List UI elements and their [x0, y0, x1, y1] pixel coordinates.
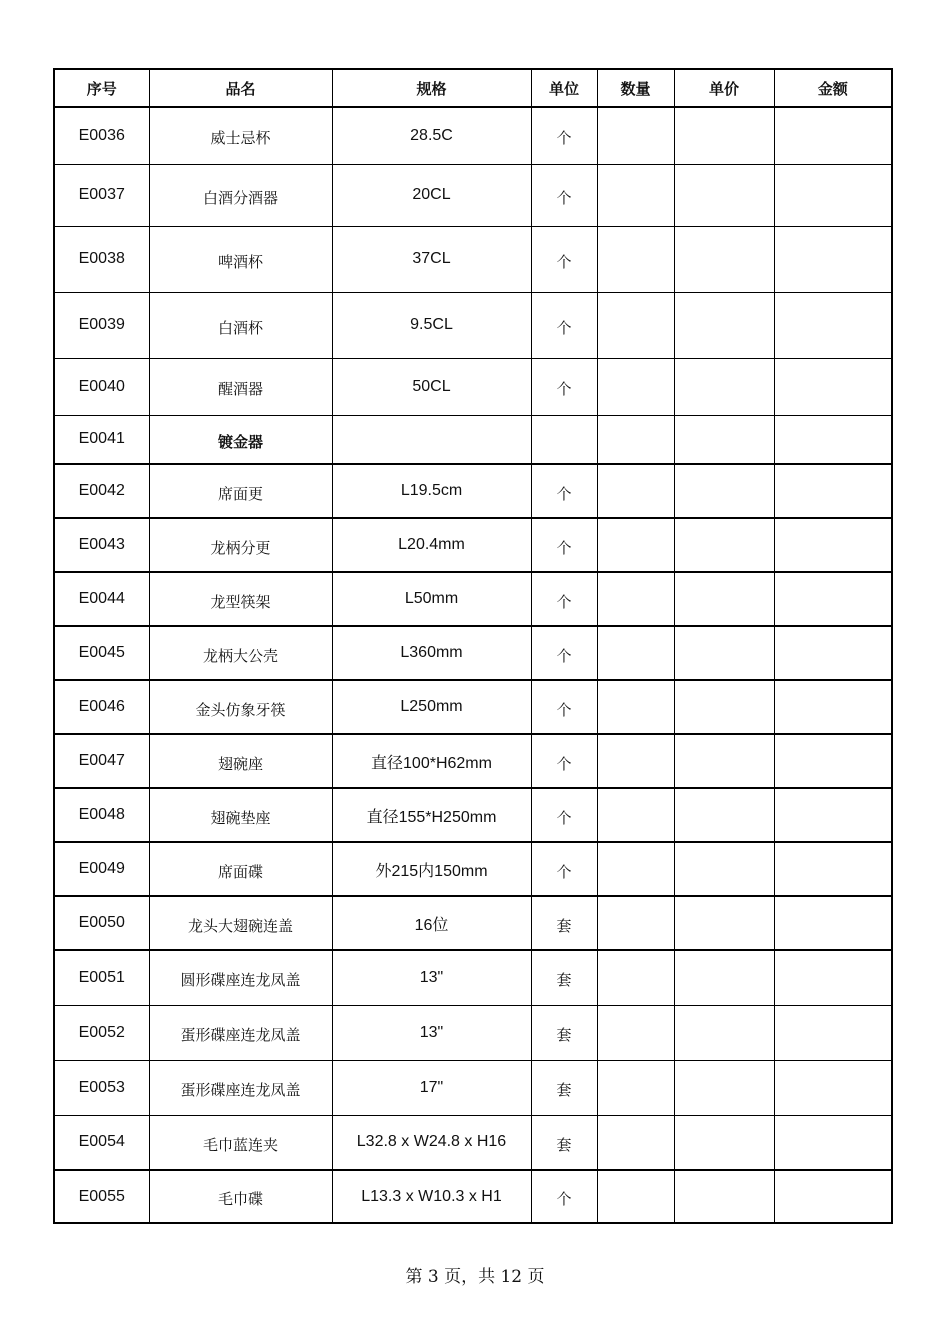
cell-quantity: [597, 788, 674, 842]
cell-unit: 套: [531, 950, 597, 1005]
cell-code: E0050: [54, 896, 149, 950]
cell-spec: 直径155*H250mm: [332, 788, 531, 842]
cell-spec: [332, 415, 531, 464]
cell-unit-price: [674, 680, 774, 734]
cell-quantity: [597, 464, 674, 518]
cell-quantity: [597, 292, 674, 358]
cell-code: E0039: [54, 292, 149, 358]
cell-amount: [774, 1060, 892, 1115]
table-row: [54, 292, 892, 358]
cell-name: 翅碗垫座: [149, 788, 332, 842]
cell-quantity: [597, 358, 674, 415]
cell-spec: 直径100*H62mm: [332, 734, 531, 788]
cell-name: 醒酒器: [149, 358, 332, 415]
cell-unit-price: [674, 164, 774, 226]
cell-name: 圆形碟座连龙凤盖: [149, 950, 332, 1005]
col-header-quantity: 数量: [597, 69, 674, 107]
cell-code: E0049: [54, 842, 149, 896]
cell-quantity: [597, 1170, 674, 1223]
cell-quantity: [597, 896, 674, 950]
page-footer: 第 3 页，共 12 页: [405, 1267, 545, 1287]
table-row: [54, 1060, 892, 1115]
cell-quantity: [597, 107, 674, 164]
cell-amount: [774, 626, 892, 680]
cell-unit: 个: [531, 788, 597, 842]
cell-spec: 50CL: [332, 358, 531, 415]
cell-code: E0042: [54, 464, 149, 518]
cell-unit-price: [674, 518, 774, 572]
cell-spec: 13": [332, 1005, 531, 1060]
cell-unit-price: [674, 292, 774, 358]
cell-unit: 个: [531, 842, 597, 896]
cell-amount: [774, 788, 892, 842]
cell-unit: 个: [531, 680, 597, 734]
cell-spec: 17": [332, 1060, 531, 1115]
cell-unit: 套: [531, 1060, 597, 1115]
cell-unit-price: [674, 788, 774, 842]
cell-code: E0047: [54, 734, 149, 788]
cell-amount: [774, 1170, 892, 1223]
cell-unit: 个: [531, 107, 597, 164]
cell-unit-price: [674, 107, 774, 164]
cell-unit: 套: [531, 1005, 597, 1060]
cell-amount: [774, 358, 892, 415]
cell-unit: 个: [531, 164, 597, 226]
cell-code: E0055: [54, 1170, 149, 1223]
cell-name: 蛋形碟座连龙凤盖: [149, 1005, 332, 1060]
cell-unit: 套: [531, 896, 597, 950]
cell-amount: [774, 734, 892, 788]
cell-name: 白酒分酒器: [149, 164, 332, 226]
price-list-table: [53, 68, 893, 1224]
cell-amount: [774, 226, 892, 292]
cell-name: 镀金器: [149, 415, 332, 464]
cell-code: E0046: [54, 680, 149, 734]
cell-name: 蛋形碟座连龙凤盖: [149, 1060, 332, 1115]
cell-unit-price: [674, 626, 774, 680]
table-row: [54, 415, 892, 464]
cell-code: E0038: [54, 226, 149, 292]
cell-unit: 个: [531, 734, 597, 788]
cell-quantity: [597, 626, 674, 680]
col-header-name: 品名: [149, 69, 332, 107]
cell-spec: L360mm: [332, 626, 531, 680]
cell-name: 龙柄大公壳: [149, 626, 332, 680]
cell-spec: L20.4mm: [332, 518, 531, 572]
cell-unit-price: [674, 464, 774, 518]
cell-name: 毛巾碟: [149, 1170, 332, 1223]
cell-amount: [774, 572, 892, 626]
cell-unit-price: [674, 950, 774, 1005]
cell-spec: 9.5CL: [332, 292, 531, 358]
cell-quantity: [597, 1060, 674, 1115]
cell-unit: 个: [531, 226, 597, 292]
cell-unit-price: [674, 1115, 774, 1170]
cell-spec: 37CL: [332, 226, 531, 292]
cell-spec: L50mm: [332, 572, 531, 626]
header-row: [54, 69, 892, 107]
cell-unit: 个: [531, 358, 597, 415]
cell-code: E0043: [54, 518, 149, 572]
col-header-amount: 金额: [774, 69, 892, 107]
cell-quantity: [597, 950, 674, 1005]
cell-amount: [774, 164, 892, 226]
cell-code: E0053: [54, 1060, 149, 1115]
cell-code: E0052: [54, 1005, 149, 1060]
table-row: [54, 1005, 892, 1060]
cell-quantity: [597, 1115, 674, 1170]
cell-amount: [774, 415, 892, 464]
cell-unit: 个: [531, 626, 597, 680]
cell-unit-price: [674, 572, 774, 626]
col-header-index: 序号: [54, 69, 149, 107]
cell-name: 威士忌杯: [149, 107, 332, 164]
cell-code: E0036: [54, 107, 149, 164]
cell-code: E0044: [54, 572, 149, 626]
cell-name: 席面碟: [149, 842, 332, 896]
cell-spec: 28.5C: [332, 107, 531, 164]
cell-amount: [774, 1115, 892, 1170]
cell-unit-price: [674, 1170, 774, 1223]
cell-unit: 个: [531, 464, 597, 518]
cell-code: E0054: [54, 1115, 149, 1170]
cell-code: E0040: [54, 358, 149, 415]
cell-unit: 个: [531, 1170, 597, 1223]
cell-spec: L250mm: [332, 680, 531, 734]
cell-amount: [774, 896, 892, 950]
cell-name: 白酒杯: [149, 292, 332, 358]
table-row: [54, 107, 892, 164]
cell-amount: [774, 518, 892, 572]
cell-spec: 外215内150mm: [332, 842, 531, 896]
cell-unit-price: [674, 842, 774, 896]
cell-unit: 个: [531, 572, 597, 626]
cell-spec: L13.3 x W10.3 x H1: [332, 1170, 531, 1223]
table-row: [54, 950, 892, 1005]
table-row: [54, 518, 892, 572]
table-row: [54, 734, 892, 788]
table-row: [54, 1115, 892, 1170]
cell-amount: [774, 464, 892, 518]
cell-name: 毛巾蓝连夹: [149, 1115, 332, 1170]
cell-quantity: [597, 680, 674, 734]
cell-unit-price: [674, 226, 774, 292]
cell-amount: [774, 680, 892, 734]
cell-name: 翅碗座: [149, 734, 332, 788]
cell-quantity: [597, 734, 674, 788]
col-header-unit-price: 单价: [674, 69, 774, 107]
cell-unit-price: [674, 415, 774, 464]
cell-code: E0045: [54, 626, 149, 680]
cell-quantity: [597, 518, 674, 572]
cell-name: 啤酒杯: [149, 226, 332, 292]
cell-unit: 个: [531, 518, 597, 572]
cell-quantity: [597, 415, 674, 464]
table-row: [54, 358, 892, 415]
cell-quantity: [597, 226, 674, 292]
cell-unit: 套: [531, 1115, 597, 1170]
cell-amount: [774, 1005, 892, 1060]
cell-spec: 20CL: [332, 164, 531, 226]
cell-amount: [774, 292, 892, 358]
cell-name: 龙型筷架: [149, 572, 332, 626]
cell-spec: 16位: [332, 896, 531, 950]
cell-unit-price: [674, 896, 774, 950]
cell-code: E0037: [54, 164, 149, 226]
cell-unit-price: [674, 1060, 774, 1115]
table-row: [54, 680, 892, 734]
table-row: [54, 572, 892, 626]
cell-quantity: [597, 164, 674, 226]
table-row: [54, 842, 892, 896]
cell-amount: [774, 950, 892, 1005]
table-row: [54, 1170, 892, 1223]
cell-quantity: [597, 842, 674, 896]
cell-name: 龙柄分更: [149, 518, 332, 572]
table-row: [54, 226, 892, 292]
table-row: [54, 896, 892, 950]
table-row: [54, 464, 892, 518]
cell-unit: 个: [531, 292, 597, 358]
table-row: [54, 626, 892, 680]
cell-name: 龙头大翅碗连盖: [149, 896, 332, 950]
cell-code: E0051: [54, 950, 149, 1005]
cell-code: E0041: [54, 415, 149, 464]
cell-unit: [531, 415, 597, 464]
cell-code: E0048: [54, 788, 149, 842]
cell-spec: 13": [332, 950, 531, 1005]
cell-amount: [774, 107, 892, 164]
cell-unit-price: [674, 1005, 774, 1060]
col-header-spec: 规格: [332, 69, 531, 107]
col-header-unit: 单位: [531, 69, 597, 107]
table-row: [54, 788, 892, 842]
cell-name: 金头仿象牙筷: [149, 680, 332, 734]
cell-quantity: [597, 572, 674, 626]
cell-unit-price: [674, 734, 774, 788]
cell-quantity: [597, 1005, 674, 1060]
cell-amount: [774, 842, 892, 896]
cell-unit-price: [674, 358, 774, 415]
cell-spec: L19.5cm: [332, 464, 531, 518]
cell-spec: L32.8 x W24.8 x H16: [332, 1115, 531, 1170]
cell-name: 席面更: [149, 464, 332, 518]
table-row: [54, 164, 892, 226]
